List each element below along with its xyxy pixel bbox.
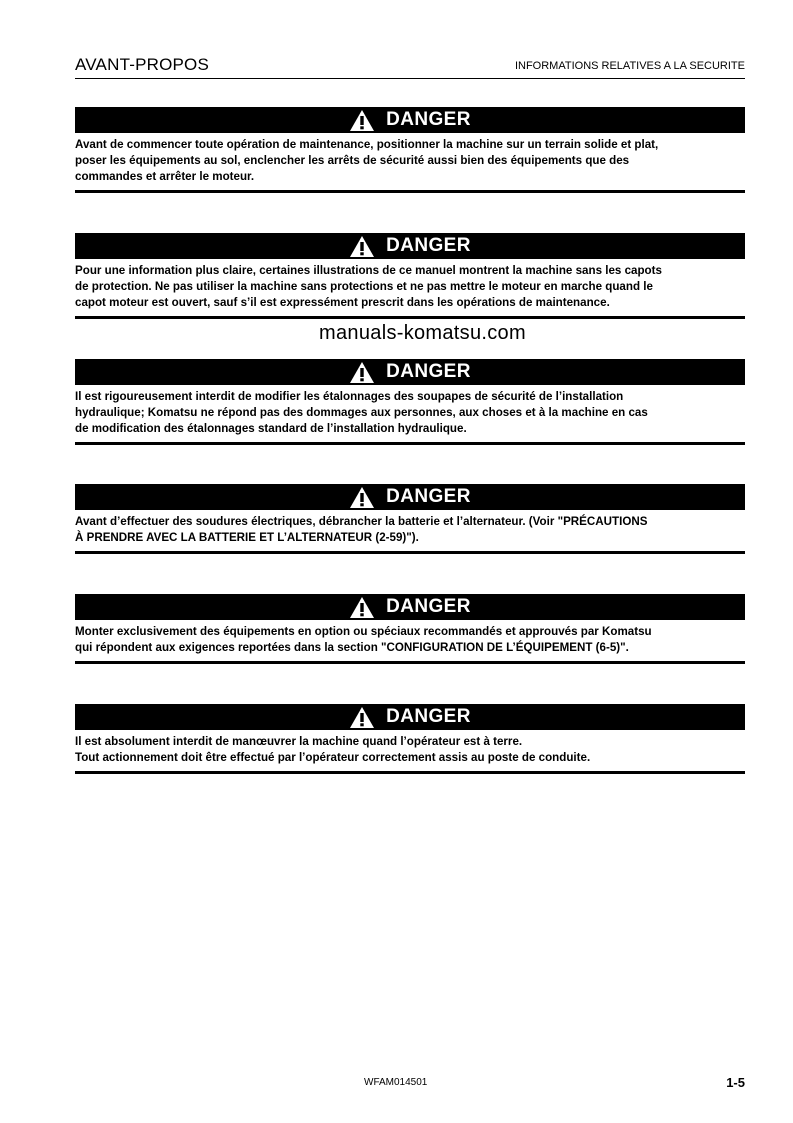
danger-label: DANGER [386,596,471,617]
danger-text [75,620,745,664]
danger-banner [75,359,745,385]
danger-text-line: de modification des étalonnages standard de l’installation hydraulique. [75,422,467,435]
warning-triangle-icon [349,706,375,729]
warning-triangle-icon [349,361,375,384]
danger-label: DANGER [386,109,471,130]
page-number: 1-5 [726,1075,745,1090]
danger-notice-3 [75,359,745,445]
danger-text-line: Tout actionnement doit être effectué par l’opérateur correctement assis au poste de conduite. [75,751,591,764]
danger-text [75,259,745,319]
page-header [75,55,745,79]
danger-label: DANGER [386,486,471,507]
danger-text-line: capot moteur est ouvert, sauf s’il est expressément prescrit dans les opérations de maintenance. [75,296,610,309]
danger-label: DANGER [386,706,471,727]
chapter-title: INFORMATIONS RELATIVES A LA SECURITE [514,60,745,72]
danger-text-line: Il est rigoureusement interdit de modifier les étalonnages des soupapes de sécurité de l’installation [75,390,624,403]
danger-banner [75,484,745,510]
danger-text-line: poser les équipements au sol, enclencher les arrêts de sécurité aussi bien des équipements que des [75,154,630,167]
danger-text-line: Monter exclusivement des équipements en option ou spéciaux recommandés et approuvés par Komatsu [75,625,652,638]
danger-text-line: À PRENDRE AVEC LA BATTERIE ET L’ALTERNATEUR (2-59)"). [75,531,419,544]
danger-banner [75,107,745,133]
danger-text-line: hydraulique; Komatsu ne répond pas des dommages aux personnes, aux choses et à la machine en cas [75,406,648,419]
warning-triangle-icon [349,235,375,258]
danger-text-line: qui répondent aux exigences reportées dans la section "CONFIGURATION DE L’ÉQUIPEMENT (6-5)". [75,641,629,654]
danger-text [75,385,745,445]
warning-triangle-icon [349,486,375,509]
danger-notice-6 [75,704,745,774]
danger-text [75,510,745,554]
danger-banner [75,704,745,730]
danger-label: DANGER [386,361,471,382]
danger-banner [75,233,745,259]
danger-notice-5 [75,594,745,664]
danger-text-line: Avant de commencer toute opération de maintenance, positionner la machine sur un terrain solide et plat, [75,138,659,151]
danger-banner [75,594,745,620]
danger-text [75,730,745,774]
danger-notice-1 [75,107,745,193]
document-code: WFAM014501 [364,1077,428,1088]
warning-triangle-icon [349,596,375,619]
watermark-text: manuals-komatsu.com [319,322,526,344]
danger-notice-2 [75,233,745,319]
danger-text-line: de protection. Ne pas utiliser la machine sans protections et ne pas mettre le moteur en marche quand le [75,280,653,293]
danger-text-line: Avant d’effectuer des soudures électriques, débrancher la batterie et l’alternateur. (Voir "PRÉCAUTIONS [75,515,648,528]
danger-text-line: commandes et arrêter le moteur. [75,170,255,183]
danger-text [75,133,745,193]
section-title: AVANT-PROPOS [75,55,210,74]
danger-text-line: Pour une information plus claire, certaines illustrations de ce manuel montrent la machine sans les capots [75,264,662,277]
danger-text-line: Il est absolument interdit de manœuvrer la machine quand l’opérateur est à terre. [75,735,523,748]
warning-triangle-icon [349,109,375,132]
danger-label: DANGER [386,235,471,256]
danger-notice-4 [75,484,745,554]
